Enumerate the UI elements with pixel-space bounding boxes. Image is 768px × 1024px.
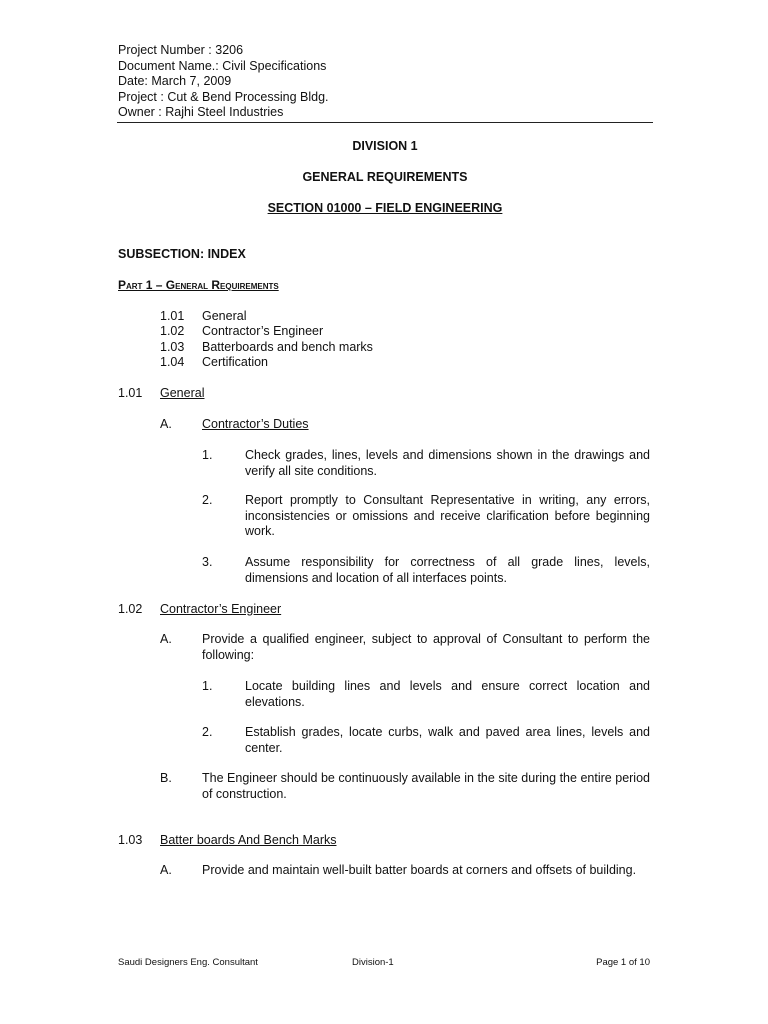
item-letter: A. bbox=[160, 632, 172, 646]
section-heading: Batter boards And Bench Marks bbox=[160, 833, 337, 847]
section-number: 1.03 bbox=[118, 833, 143, 847]
project-number: Project Number : 3206 bbox=[118, 43, 244, 57]
part-heading-text: Part 1 – General Requirements bbox=[118, 278, 279, 292]
header-divider bbox=[117, 122, 653, 123]
item-letter: A. bbox=[160, 863, 172, 877]
item-letter: A. bbox=[160, 417, 172, 431]
item-text: Assume responsibility for correctness of all grade lines, levels, dimensions and location of all interfaces points. bbox=[245, 555, 650, 585]
section-heading: General bbox=[160, 386, 205, 400]
item-text: Provide and maintain well-built batter boards at corners and offsets of building. bbox=[202, 863, 637, 877]
part-heading bbox=[118, 278, 279, 292]
item-heading: Contractor’s Duties bbox=[202, 417, 309, 431]
document-date: Date: March 7, 2009 bbox=[118, 74, 232, 88]
item-number: 2. bbox=[202, 493, 213, 507]
item-text: Provide a qualified engineer, subject to approval of Consultant to perform the following: bbox=[202, 632, 650, 662]
index-title: Certification bbox=[202, 355, 268, 369]
section-number: 1.02 bbox=[118, 602, 143, 616]
index-number: 1.04 bbox=[160, 355, 185, 369]
footer-center: Division-1 bbox=[352, 957, 394, 968]
index-number: 1.02 bbox=[160, 324, 185, 338]
document-header bbox=[118, 43, 329, 121]
item-number: 3. bbox=[202, 555, 213, 569]
item-text: Establish grades, locate curbs, walk and paved area lines, levels and center. bbox=[245, 725, 650, 755]
item-text: The Engineer should be continuously available in the site during the entire period of construction. bbox=[202, 771, 650, 801]
owner: Owner : Rajhi Steel Industries bbox=[118, 105, 284, 119]
project-name: Project : Cut & Bend Processing Bldg. bbox=[118, 89, 329, 104]
division-title: DIVISION 1 bbox=[352, 139, 418, 153]
section-title bbox=[117, 201, 653, 215]
document-name: Document Name.: Civil Specifications bbox=[118, 58, 327, 73]
item-number: 1. bbox=[202, 679, 213, 693]
item-text: Report promptly to Consultant Representative in writing, any errors, inconsistencies or omissions and receive clarification before beginning work. bbox=[245, 493, 650, 538]
subsection-label: SUBSECTION: INDEX bbox=[118, 247, 246, 261]
index-number: 1.03 bbox=[160, 340, 185, 354]
index-title: Contractor’s Engineer bbox=[202, 324, 324, 338]
item-number: 2. bbox=[202, 725, 213, 739]
index-title: Batterboards and bench marks bbox=[202, 340, 373, 354]
index-title: General bbox=[202, 309, 247, 323]
item-number: 1. bbox=[202, 448, 213, 462]
footer-left: Saudi Designers Eng. Consultant bbox=[118, 957, 258, 968]
item-text: Locate building lines and levels and ensure correct location and elevations. bbox=[245, 679, 650, 709]
footer-page-number: Page 1 of 10 bbox=[596, 957, 650, 968]
section-title-text: SECTION 01000 – FIELD ENGINEERING bbox=[267, 201, 503, 215]
index-number: 1.01 bbox=[160, 309, 185, 323]
general-requirements-title: GENERAL REQUIREMENTS bbox=[302, 170, 468, 184]
section-number: 1.01 bbox=[118, 386, 143, 400]
item-text: Check grades, lines, levels and dimensions shown in the drawings and verify all site conditions. bbox=[245, 448, 650, 478]
item-letter: B. bbox=[160, 771, 172, 785]
section-heading: Contractor’s Engineer bbox=[160, 602, 282, 616]
